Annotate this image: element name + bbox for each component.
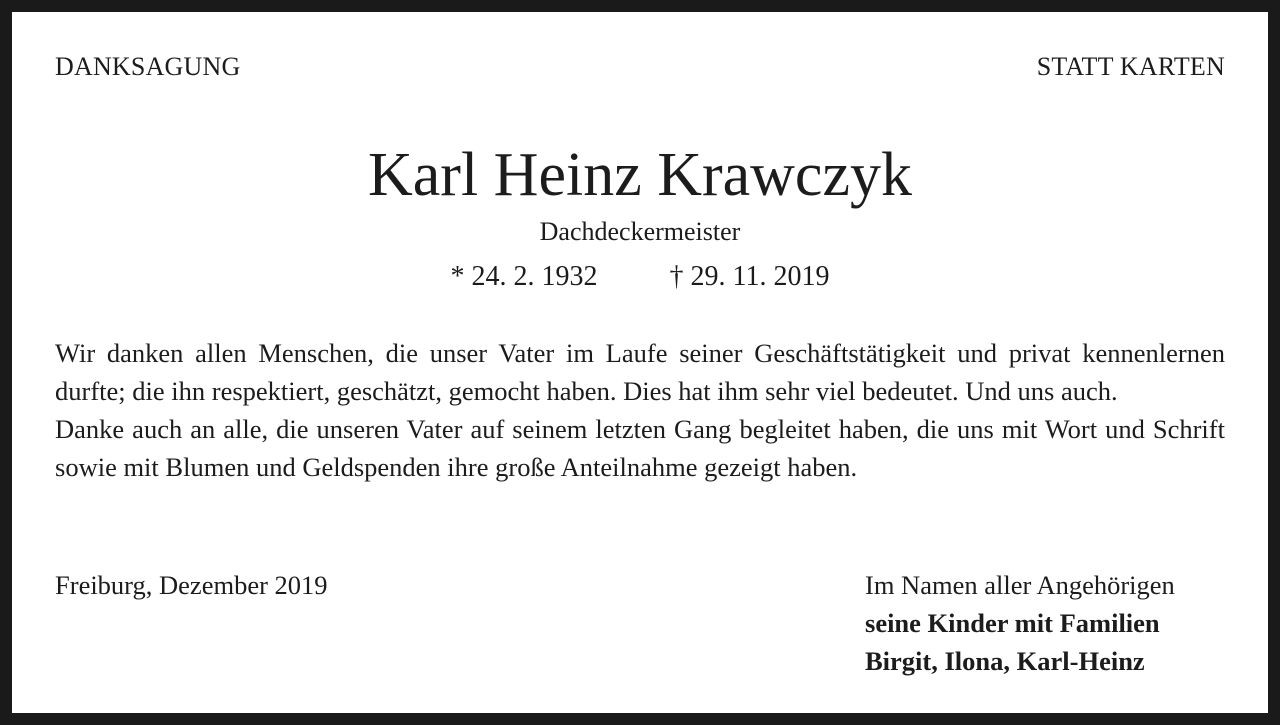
place-and-date: Freiburg, Dezember 2019: [55, 570, 328, 600]
children-names: Birgit, Ilona, Karl-Heinz: [865, 646, 1145, 676]
deceased-profession: Dachdeckermeister: [539, 217, 741, 246]
heading-danksagung: DANKSAGUNG: [55, 52, 241, 81]
on-behalf-line: Im Namen aller Angehörigen: [865, 570, 1175, 600]
death-date: † 29. 11. 2019: [669, 261, 830, 292]
heading-statt-karten: STATT KARTEN: [1036, 52, 1225, 81]
birth-date: * 24. 2. 1932: [450, 261, 598, 292]
family-line: seine Kinder mit Familien: [865, 608, 1160, 638]
deceased-name: Karl Heinz Krawczyk: [368, 141, 912, 209]
thank-you-message: [55, 334, 1225, 486]
signature-block: [865, 566, 1175, 680]
life-dates: [12, 261, 1268, 293]
obituary-card: [12, 12, 1268, 713]
message-paragraph-2: Danke auch an alle, die unseren Vater auf seinem letzten Gang begleitet haben, die uns mit Wort und Schrift sowie mit Blumen und Geldspenden ihre große Anteilnahme gezeigt haben.: [55, 414, 1225, 482]
message-paragraph-1: Wir danken allen Menschen, die unser Vater im Laufe seiner Geschäftstätigkeit und privat kennenlernen durfte; die ihn respektiert, geschätzt, gemocht haben. Dies hat ihm sehr viel bedeutet. Und uns auch.: [55, 338, 1225, 406]
